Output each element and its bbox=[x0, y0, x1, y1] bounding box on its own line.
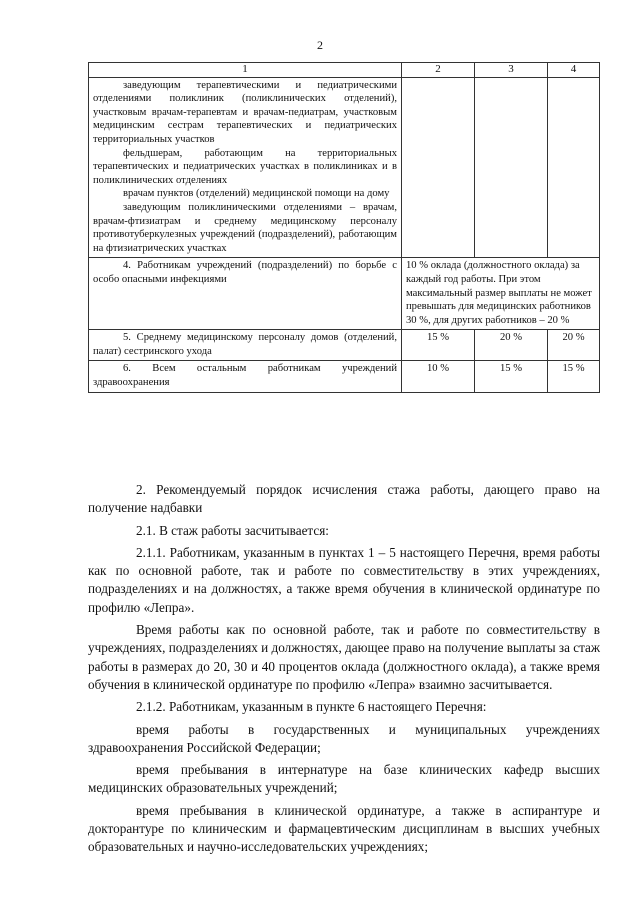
value-cell: 15 % bbox=[548, 361, 600, 392]
paragraph: 2. Рекомендуемый порядок исчисления стажа работы, дающего право на получение надбавки bbox=[88, 482, 600, 516]
paragraph: 2.1.2. Работникам, указанным в пункте 6 настоящего Перечня: bbox=[136, 699, 487, 715]
row-label: 5. Среднему медицинскому персоналу домов (отделений, палат) сестринского ухода bbox=[89, 330, 402, 361]
merged-value-cell: 10 % оклада (должностного оклада) за каждый год работы. При этом максимальный размер выплаты не может превышать для медицинских работников 30 %, для других работников – 20 % bbox=[402, 258, 600, 330]
header-col-2: 2 bbox=[402, 63, 475, 78]
page-number: 2 bbox=[317, 38, 323, 52]
table-cell bbox=[548, 77, 600, 258]
value-cell: 10 % bbox=[402, 361, 475, 392]
paragraph: Время работы как по основной работе, так и работе по совместительству в учреждениях, подразделениях и должностях, дающее право на получение выплаты за стаж работы в размерах до 20, 30 и 40 процентов оклада (должностного оклада), а также время обучения в клинической ординатуре по профилю «Лепра» взаимно засчитывается. bbox=[88, 622, 601, 692]
header-col-1: 1 bbox=[89, 63, 402, 78]
row-label: 6. Всем остальным работникам учреждений здравоохранения bbox=[89, 361, 402, 392]
header-col-4: 4 bbox=[548, 63, 600, 78]
table-cell bbox=[402, 77, 475, 258]
table-row bbox=[89, 77, 600, 258]
table-row bbox=[89, 258, 600, 330]
document-body bbox=[88, 481, 600, 861]
paragraph: 2.1. В стаж работы засчитывается: bbox=[136, 522, 329, 538]
table-cell bbox=[475, 77, 548, 258]
paragraph: 2.1.1. Работникам, указанным в пунктах 1 – 5 настоящего Перечня, время работы как по основной работе, так и работе по совместительству в этих учреждениях, подразделениях и на должностях, а также время обучения в клинической ординатуре по профилю «Лепра». bbox=[88, 544, 600, 615]
table-row bbox=[89, 361, 600, 392]
table-header-row bbox=[89, 63, 600, 78]
value-cell: 20 % bbox=[475, 330, 548, 361]
value-cell: 20 % bbox=[548, 330, 600, 361]
value-cell: 15 % bbox=[402, 330, 475, 361]
continuation-line: врачам пунктов (отделений) медицинской помощи на дому bbox=[123, 188, 390, 200]
paragraph: время пребывания в клинической ординатуре, а также в аспирантуре и докторантуре по клиническим и фармацевтическим дисциплинам в высших учебных образовательных и научно-исследовательских учреждениях; bbox=[88, 802, 600, 855]
continuation-line: заведующим поликлиническими отделениями – врачам, врачам-фтизиатрам и среднему медицинскому персоналу противотуберкулезных учреждений (подразделений), работающим на фтизиатрических участках bbox=[93, 201, 397, 254]
continuation-line: фельдшерам, работающим на территориальных терапевтических и педиатрических участках в поликлиниках и в поликлинических отделениях bbox=[93, 147, 397, 186]
allowance-table bbox=[88, 62, 600, 393]
paragraph: время пребывания в интернатуре на базе клинических кафедр высших медицинских образовательных учреждений; bbox=[88, 762, 600, 796]
paragraph: время работы в государственных и муниципальных учреждениях здравоохранения Российской Федерации; bbox=[88, 721, 600, 755]
header-col-3: 3 bbox=[475, 63, 548, 78]
row-label: 4. Работникам учреждений (подразделений) по борьбе с особо опасными инфекциями bbox=[89, 258, 402, 330]
continuation-line: заведующим терапевтическими и педиатрическими отделениями поликлиник (поликлинических отделений), участковым врачам-терапевтам и врачам-педиатрам, участковым медицинским сестрам терапевтических и педиатрических территориальных участков bbox=[93, 79, 397, 145]
continuation-cell bbox=[89, 77, 402, 258]
table-row bbox=[89, 330, 600, 361]
value-cell: 15 % bbox=[475, 361, 548, 392]
